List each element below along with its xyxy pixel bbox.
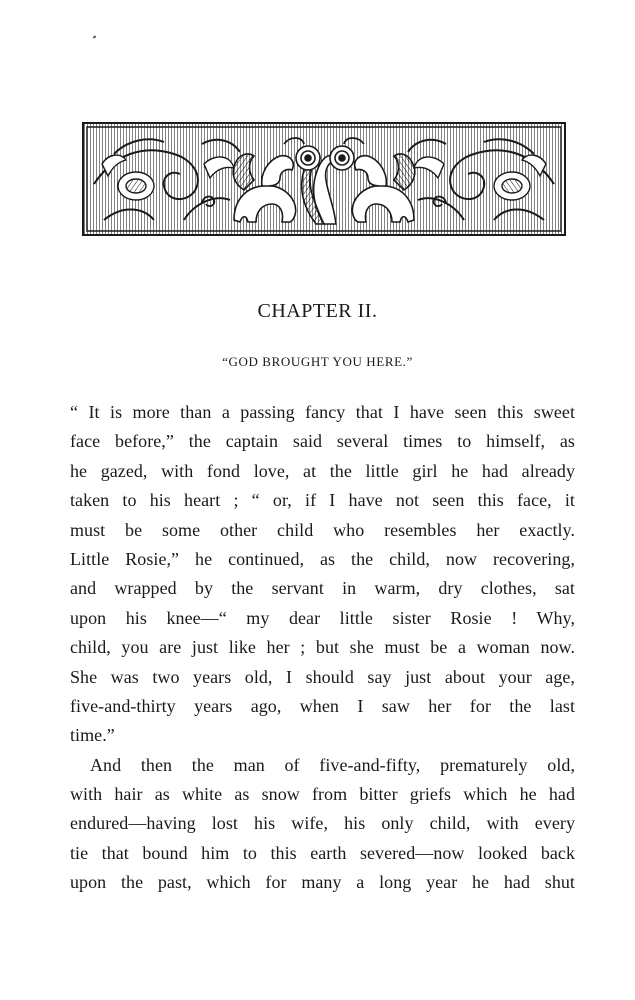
chapter-body: [70, 398, 575, 898]
text-line: tie that bound him to this earth severed—now looked back: [70, 842, 575, 863]
text-line: he gazed, with fond love, at the little girl he had already: [70, 460, 575, 481]
text-line: and wrapped by the servant in warm, dry clothes, sat: [70, 578, 575, 599]
text-line: Little Rosie,” he continued, as the child, now recovering,: [70, 548, 575, 569]
text-line: child, you are just like her ; but she must be a woman now.: [70, 637, 575, 658]
text-line: taken to his heart ; “ or, if I have not seen this face, it: [70, 490, 575, 511]
text-line: endured—having lost his wife, his only child, with every: [70, 813, 575, 834]
text-line: must be some other child who resembles her exactly.: [70, 519, 575, 540]
ornamental-headpiece: [82, 122, 566, 236]
chapter-title: CHAPTER II.: [257, 300, 378, 322]
text-line: And then the man of five-and-fifty, prematurely old,: [90, 754, 575, 775]
text-line: She was two years old, I should say just about your age,: [70, 666, 575, 687]
ink-speck: [93, 35, 97, 38]
text-line: face before,” the captain said several times to himself, as: [70, 431, 575, 452]
text-line: upon his knee—“ my dear little sister Rosie ! Why,: [70, 607, 575, 628]
chapter-subtitle: “GOD BROUGHT YOU HERE.”: [222, 354, 413, 369]
text-line: upon the past, which for many a long year he had shut: [70, 872, 575, 893]
text-line: with hair as white as snow from bitter griefs which he had: [70, 784, 575, 805]
text-line: “ It is more than a passing fancy that I have seen this sweet: [70, 402, 575, 422]
text-line: time.”: [70, 725, 115, 746]
text-line: five-and-thirty years ago, when I saw her for the last: [70, 695, 575, 716]
ornament-engraving-icon: [84, 124, 564, 234]
